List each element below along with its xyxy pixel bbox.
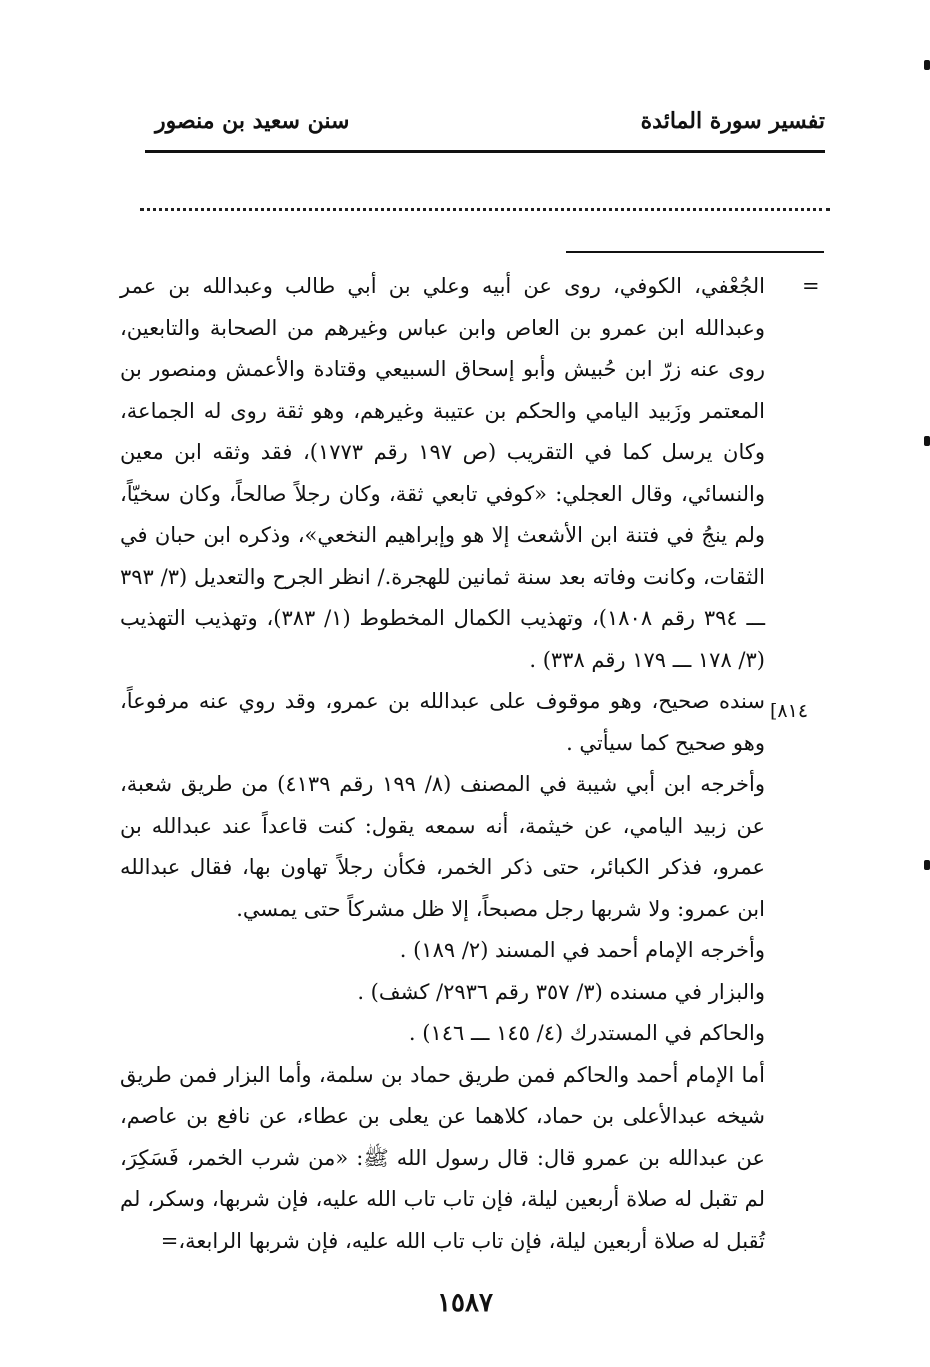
page-number: ١٥٨٧ — [437, 1288, 493, 1318]
scan-edge-mark — [924, 60, 930, 70]
scan-edge-mark — [924, 860, 930, 870]
footnote-paragraph: والحاكم في المستدرك (٤/ ١٤٥ ـــ ١٤٦) . — [408, 1021, 765, 1045]
footnote-body — [120, 266, 765, 1262]
footnote-paragraph: أما الإمام أحمد والحاكم فمن طريق حماد بن سلمة، وأما البزار فمن طريق شيخه عبدالأعلى بن حماد، كلاهما عن يعلى بن عطاء، عن نافع بن عاصم، عن عبدالله بن عمرو قال: قال رسول الله ﷺ: «من شرب الخمر، فَسَكِرَ، لم تقبل له صلاة أربعين ليلة، فإن تاب تاب الله عليه، فإن شربها، وسكر، لم تُقبل له صلاة أربعين ليلة، فإن تاب تاب الله عليه، فإن شربها الرابعة،= — [120, 1062, 765, 1253]
footnote-paragraph: الجُعْفي، الكوفي، روى عن أبيه وعلي بن أبي طالب وعبدالله بن عمر وعبدالله ابن عمرو بن العاص وابن عباس وغيرهم من الصحابة والتابعين، روى عنه زرّ ابن حُبيش وأبو إسحاق السبيعي وقتادة والأعمش ومنصور بن المعتمر وزَبيد اليامي والحكم بن عتيبة وغيرهم، وهو ثقة روى له الجماعة، وكان يرسل كما في التقريب (ص ١٩٧ رقم ١٧٧٣)، فقد وثقه ابن معين والنسائي، وقال العجلي: «كوفي تابعي ثقة، وكان رجلاً صالحاً، وكان سخيّاً، ولم ينجُ في فتنة ابن الأشعث إلا هو وإبراهيم النخعي»، وذكره ابن حبان في الثقات، وكانت وفاته بعد سنة ثمانين للهجرة./ انظر الجرح والتعديل (٣/ ٣٩٣ ـــ ٣٩٤ رقم ١٨٠٨)، وتهذيب الكمال المخطوط (١/ ٣٨٣)، وتهذيب التهذيب (٣/ ١٧٨ ـــ ١٧٩ رقم ٣٣٨) . — [120, 274, 765, 672]
book-title: سنن سعيد بن منصور — [155, 108, 350, 134]
footnote-paragraph: سنده صحيح، وهو موقوف على عبدالله بن عمرو، وقد روي عنه مرفوعاً، وهو صحيح كما سيأتي . — [120, 689, 765, 755]
scan-edge-mark — [924, 436, 930, 446]
dotted-divider — [140, 208, 830, 211]
footnote-paragraph: والبزار في مسنده (٣/ ٣٥٧ رقم ٢٩٣٦/ كشف) . — [357, 979, 765, 1004]
footnote-divider — [566, 251, 824, 253]
chapter-title: تفسير سورة المائدة — [640, 108, 825, 134]
footnote-paragraph: وأخرجه الإمام أحمد في المسند (٢/ ١٨٩) . — [399, 938, 765, 962]
continuation-marker: = — [802, 274, 820, 298]
note-number: [٨١٤ — [770, 700, 809, 722]
header-divider — [145, 150, 825, 153]
footnote-paragraph: وأخرجه ابن أبي شيبة في المصنف (٨/ ١٩٩ رقم ٤١٣٩) من طريق شعبة، عن زبيد اليامي، عن خيثمة، أنه سمعه يقول: كنت قاعداً عند عبدالله بن عمرو، فذكر الكبائر، حتى ذكر الخمر، فكأن رجلاً تهاون بها، فقال عبدالله ابن عمرو: ولا شربها رجل مصبحاً، إلا ظل مشركاً حتى يمسي. — [120, 772, 765, 921]
page-header — [145, 108, 825, 148]
